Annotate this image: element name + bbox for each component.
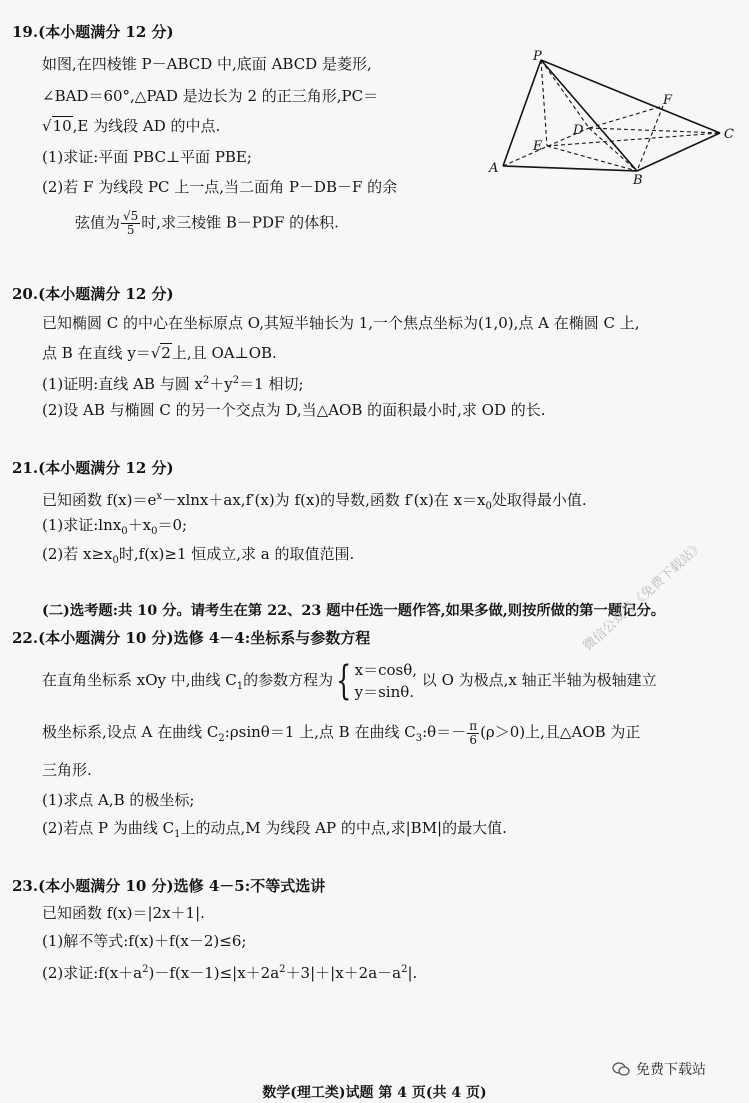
q21-p1-sub-b: 0 bbox=[151, 526, 158, 537]
q23-part2-c: ＋3|＋|x＋2a－a bbox=[285, 964, 402, 982]
q22-sub1: 1 bbox=[236, 681, 244, 692]
watermark-text: 微信公众号《免费下载站》 bbox=[580, 538, 707, 655]
q20-line1: 已知椭圆 C 的中心在坐标原点 O,其短半轴长为 1,一个焦点坐标为(1,0),点 A 在椭圆 C 上, bbox=[42, 314, 640, 332]
q22-line1 bbox=[42, 658, 657, 709]
q21-part1-c: ＝0; bbox=[157, 516, 188, 534]
q19-line1: 如图,在四棱锥 P－ABCD 中,底面 ABCD 是菱形, bbox=[42, 55, 372, 73]
q19-line3-rest: ,E 为线段 AD 的中点. bbox=[72, 117, 221, 135]
q20-sqrt2: 2 bbox=[161, 344, 171, 362]
q21-line1-a: 已知函数 f(x)＝e bbox=[42, 491, 157, 509]
label-C: C bbox=[724, 127, 734, 142]
edge-PC bbox=[541, 60, 720, 133]
q20-sq-x: 2 bbox=[202, 375, 210, 386]
label-B: B bbox=[633, 173, 643, 188]
q19-frac-num: √5 bbox=[123, 209, 139, 223]
label-D: D bbox=[573, 123, 584, 138]
q23-sq1: 2 bbox=[142, 964, 149, 975]
q21-line1 bbox=[42, 487, 587, 517]
q19-part2-cont bbox=[75, 210, 339, 237]
q23-header: 23.(本小题满分 10 分)选修 4－5:不等式选讲 bbox=[12, 877, 326, 895]
q22-line2 bbox=[42, 717, 640, 754]
q23-sq3: 2 bbox=[401, 964, 408, 975]
edge-PE bbox=[541, 60, 547, 146]
edge-PB bbox=[541, 60, 637, 171]
q20-part1-a: (1)证明:直线 AB 与圆 x bbox=[42, 375, 203, 393]
q21-part1-b: ＋x bbox=[127, 516, 152, 534]
q19-line3: √10,E 为线段 AD 的中点. bbox=[42, 117, 221, 135]
edge-DF bbox=[589, 106, 663, 128]
label-P: P bbox=[533, 49, 542, 64]
q22-fraction bbox=[467, 720, 479, 747]
q19-volume-text: 时,求三棱锥 B－PDF 的体积. bbox=[141, 213, 339, 232]
q22-part2-a: (2)若点 P 为曲线 C bbox=[42, 819, 175, 837]
q21-p1-sub-a: 0 bbox=[121, 526, 128, 537]
q22-line2-c: :θ＝－ bbox=[422, 723, 467, 741]
edge-AB bbox=[503, 166, 637, 171]
q23-part2-b: )－f(x－1)≤|x＋2a bbox=[148, 964, 280, 982]
q22-part1: (1)求点 A,B 的极坐标; bbox=[42, 791, 195, 809]
q19-header: 19.(本小题满分 12 分) bbox=[12, 23, 174, 41]
q20-header: 20.(本小题满分 12 分) bbox=[12, 285, 174, 303]
q22-part2-b: 上的动点,M 为线段 AP 的中点,求|BM|的最大值. bbox=[180, 819, 507, 837]
q19-frac-den: 5 bbox=[126, 223, 135, 237]
edge-DC bbox=[589, 128, 720, 133]
footer-logo bbox=[612, 1059, 706, 1079]
q21-part2-a: (2)若 x≥x bbox=[42, 545, 113, 563]
q23-part2-a: (2)求证:f(x＋a bbox=[42, 964, 143, 982]
section-note: (二)选考题:共 10 分。请考生在第 22、23 题中任选一题作答,如果多做,则按所做的第一题记分。 bbox=[42, 603, 666, 619]
q23-sq2: 2 bbox=[279, 964, 286, 975]
q22-line1-a: 在直角坐标系 xOy 中,曲线 C bbox=[42, 671, 237, 689]
q23-part1: (1)解不等式:f(x)＋f(x－2)≤6; bbox=[42, 932, 247, 950]
q21-p2-sub: 0 bbox=[112, 555, 119, 566]
q19-part2: (2)若 F 为线段 PC 上一点,当二面角 P－DB－F 的余 bbox=[42, 178, 398, 196]
wechat-icon bbox=[612, 1061, 630, 1077]
q22-line2-b: :ρsinθ＝1 上,点 B 在曲线 C bbox=[224, 723, 416, 741]
q19-cos-text: 弦值为 bbox=[75, 213, 121, 232]
q19-fraction bbox=[121, 210, 140, 237]
q23-part2 bbox=[42, 960, 417, 983]
q20-part2: (2)设 AB 与椭圆 C 的另一个交点为 D,当△AOB 的面积最小时,求 OD 的长. bbox=[42, 401, 546, 419]
q20-line2-b: 上,且 OA⊥OB. bbox=[171, 344, 277, 362]
q22-part2 bbox=[42, 818, 507, 845]
label-E: E bbox=[533, 139, 543, 154]
q22-sys-x: x＝cosθ, bbox=[354, 661, 418, 679]
q19-part1: (1)求证:平面 PBC⊥平面 PBE; bbox=[42, 148, 252, 166]
q21-line1-c: 处取得最小值. bbox=[491, 491, 587, 509]
q21-header: 21.(本小题满分 12 分) bbox=[12, 459, 174, 477]
q22-line2-d: (ρ＞0)上,且△AOB 为正 bbox=[480, 723, 641, 741]
footer-logo-text: 免费下载站 bbox=[636, 1062, 706, 1078]
q20-line2: 点 B 在直线 y＝√2上,且 OA⊥OB. bbox=[42, 344, 277, 362]
q21-sub0: 0 bbox=[485, 501, 492, 512]
q19-line2: ∠BAD＝60°,△PAD 是边长为 2 的正三角形,PC＝ bbox=[42, 87, 379, 105]
q21-exp: x bbox=[156, 491, 163, 502]
q19-sqrt10: 10 bbox=[52, 117, 72, 135]
q22-line1-b: 的参数方程为 bbox=[243, 671, 334, 689]
q22-p2-sub: 1 bbox=[174, 829, 181, 840]
q21-part2 bbox=[42, 544, 354, 571]
q21-part1-a: (1)求证:lnx bbox=[42, 516, 122, 534]
q21-part2-b: 时,f(x)≥1 恒成立,求 a 的取值范围. bbox=[118, 545, 355, 563]
q22-header: 22.(本小题满分 10 分)选修 4－4:坐标系与参数方程 bbox=[12, 629, 371, 647]
q21-part1 bbox=[42, 515, 187, 542]
q22-line2-a: 极坐标系,设点 A 在曲线 C bbox=[42, 723, 219, 741]
q22-frac-num: π bbox=[469, 718, 478, 733]
page-footer: 数学(理工类)试题 第 4 页(共 4 页) bbox=[262, 1085, 487, 1101]
q23-part2-d: |. bbox=[407, 964, 418, 982]
label-F: F bbox=[663, 93, 673, 108]
q20-sq-y: 2 bbox=[232, 375, 240, 386]
q23-line1: 已知函数 f(x)＝|2x＋1|. bbox=[42, 904, 205, 922]
q22-brace: { bbox=[336, 658, 352, 704]
q22-sub2: 2 bbox=[218, 733, 225, 744]
q20-line2-a: 点 B 在直线 y＝ bbox=[42, 344, 151, 362]
q21-line1-b: －xlnx＋ax,f′(x)为 f(x)的导数,函数 f′(x)在 x＝x bbox=[162, 491, 486, 509]
q20-part1-b: ＋y bbox=[209, 375, 233, 393]
edge-EB bbox=[547, 146, 637, 171]
q22-line1-c: 以 O 为极点,x 轴正半轴为极轴建立 bbox=[421, 671, 657, 689]
q22-param-system bbox=[355, 659, 417, 703]
q20-part1 bbox=[42, 371, 304, 394]
q22-line3: 三角形. bbox=[42, 761, 92, 779]
label-A: A bbox=[489, 161, 499, 176]
edge-DB bbox=[589, 128, 637, 171]
q22-frac-den: 6 bbox=[469, 732, 477, 747]
q20-part1-c: ＝1 相切; bbox=[239, 375, 304, 393]
q22-sys-y: y＝sinθ. bbox=[354, 683, 415, 701]
q22-sub3: 3 bbox=[415, 733, 423, 744]
pyramid-figure bbox=[485, 48, 740, 188]
